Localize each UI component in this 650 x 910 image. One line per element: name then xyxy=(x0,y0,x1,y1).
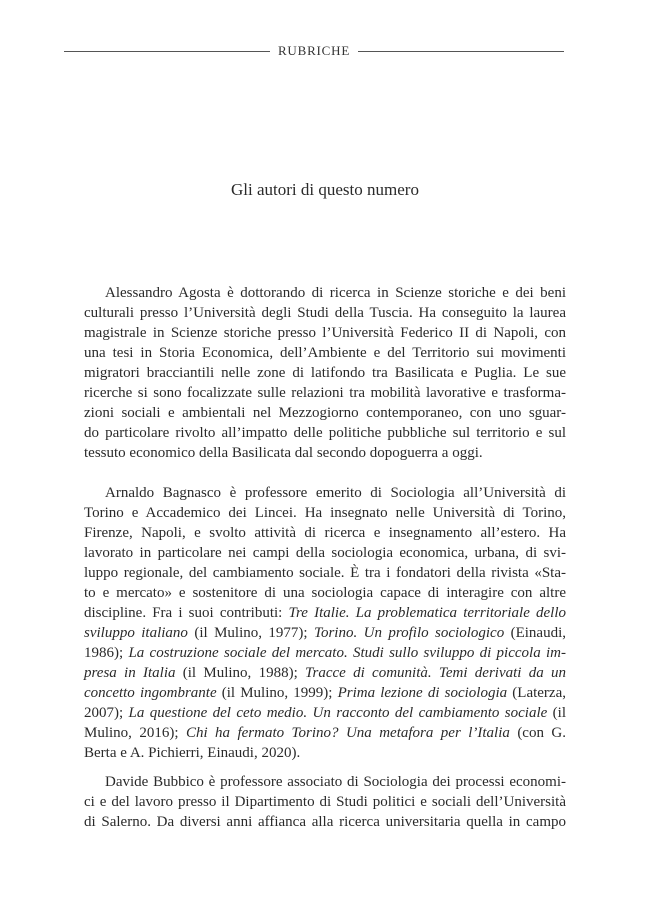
text-span: zioni sociali e ambientali nel Mezzogiorno contemporaneo, con uno sguar- xyxy=(84,405,566,421)
bio-line xyxy=(84,583,566,603)
bio-line xyxy=(84,383,566,403)
running-header xyxy=(64,43,564,59)
text-span: Firenze, Napoli, e svolto attività di ricerca e insegnamento all’estero. Ha xyxy=(84,525,566,541)
italic-title: presa in Italia xyxy=(84,665,176,681)
italic-title: Prima lezione di sociologia xyxy=(337,685,508,701)
text-span: Arnaldo Bagnasco è professore emerito di Sociologia all’Università di xyxy=(105,485,566,501)
text-span: 2007); xyxy=(84,705,129,721)
bio-line xyxy=(105,772,566,792)
text-span: ricerche si sono focalizzate sulle relazioni tra mobilità lavorative e trasforma- xyxy=(84,385,566,401)
bio-line xyxy=(84,303,566,323)
bio-line xyxy=(84,543,566,563)
text-span: di Salerno. Da diversi anni affianca alla ricerca universitaria quella in campo xyxy=(84,814,566,830)
text-span: tessuto economico della Basilicata dal secondo dopoguerra a oggi. xyxy=(84,445,483,461)
page-title: Gli autori di questo numero xyxy=(231,180,419,199)
bio-line xyxy=(84,603,566,623)
bio-line xyxy=(84,683,566,703)
italic-title: concetto ingombrante xyxy=(84,685,217,701)
text-span: discipline. Fra i suoi contributi: xyxy=(84,605,289,621)
italic-title: sviluppo italiano xyxy=(84,625,188,641)
text-span: (il Mulino, 1999); xyxy=(216,685,338,701)
italic-title: La questione del ceto medio. Un racconto del cambiamento sociale xyxy=(128,705,548,721)
bio-line xyxy=(105,483,566,503)
text-span: una tesi in Storia Economica, dell’Ambiente e del Territorio sui movimenti xyxy=(84,345,566,361)
bio-line xyxy=(84,523,566,543)
text-span: (il xyxy=(547,705,566,721)
italic-title: Torino. Un profilo sociologico xyxy=(313,625,505,641)
bio-line xyxy=(84,503,566,523)
text-span: (il Mulino, 1988); xyxy=(175,665,306,681)
text-span: ci e del lavoro presso il Dipartimento di Studi politici e sociali dell’Università xyxy=(84,794,566,810)
text-span: to e mercato» e sostenitore di una sociologia capace di interagire con altre xyxy=(84,585,566,601)
bio-line xyxy=(84,743,566,763)
text-span: (Laterza, xyxy=(507,685,566,701)
text-span: (Einaudi, xyxy=(504,625,567,641)
italic-title: Tracce di comunità. Temi derivati da un xyxy=(305,665,566,681)
text-span: magistrale in Scienze storiche presso l’Università Federico II di Napoli, con xyxy=(84,325,566,341)
bio-line xyxy=(84,403,566,423)
text-span: Berta e A. Pichierri, Einaudi, 2020). xyxy=(84,745,301,761)
bio-line xyxy=(84,323,566,343)
bio-line xyxy=(84,443,566,463)
italic-title: Tre Italie. La problematica territoriale dello xyxy=(288,605,566,621)
bio-line xyxy=(84,623,566,643)
text-span: (il Mulino, 1977); xyxy=(187,625,314,641)
text-span: Mulino, 2016); xyxy=(84,725,186,741)
bio-line xyxy=(84,812,566,832)
text-span: 1986); xyxy=(84,645,129,661)
section-label: RUBRICHE xyxy=(277,43,351,58)
text-span: lavorato in particolare nei campi della sociologia economica, urbana, di svi- xyxy=(84,545,566,561)
text-span: migratori bracciantili nelle zone di latifondo tra Basilicata e Puglia. Le sue xyxy=(84,365,566,381)
bio-line xyxy=(84,723,566,743)
text-span: (con G. xyxy=(509,725,566,741)
bio-line xyxy=(105,283,566,303)
text-span: Alessandro Agosta è dottorando di ricerca in Scienze storiche e dei beni xyxy=(105,285,566,301)
bio-line xyxy=(84,423,566,443)
italic-title: Chi ha fermato Torino? Una metafora per l’Italia xyxy=(185,725,510,741)
bio-line xyxy=(84,643,566,663)
text-span: Davide Bubbico è professore associato di Sociologia dei processi economi- xyxy=(105,774,566,790)
text-span: culturali presso l’Università degli Studi della Tuscia. Ha conseguito la laurea xyxy=(84,305,566,321)
bio-line xyxy=(84,563,566,583)
bio-line xyxy=(84,703,566,723)
header-rule-right xyxy=(358,51,564,52)
text-span: luppo regionale, del cambiamento sociale. È tra i fondatori della rivista «Sta- xyxy=(84,565,566,581)
bio-line xyxy=(84,343,566,363)
bio-line xyxy=(84,663,566,683)
text-span: do particolare rivolto all’impatto delle politiche pubbliche sul territorio e sul xyxy=(84,425,566,441)
bio-line xyxy=(84,792,566,812)
italic-title: La costruzione sociale del mercato. Studi sullo sviluppo di piccola im- xyxy=(128,645,566,661)
header-rule-left xyxy=(64,51,270,52)
bio-line xyxy=(84,363,566,383)
text-span: Torino e Accademico dei Lincei. Ha insegnato nelle Università di Torino, xyxy=(84,505,566,521)
